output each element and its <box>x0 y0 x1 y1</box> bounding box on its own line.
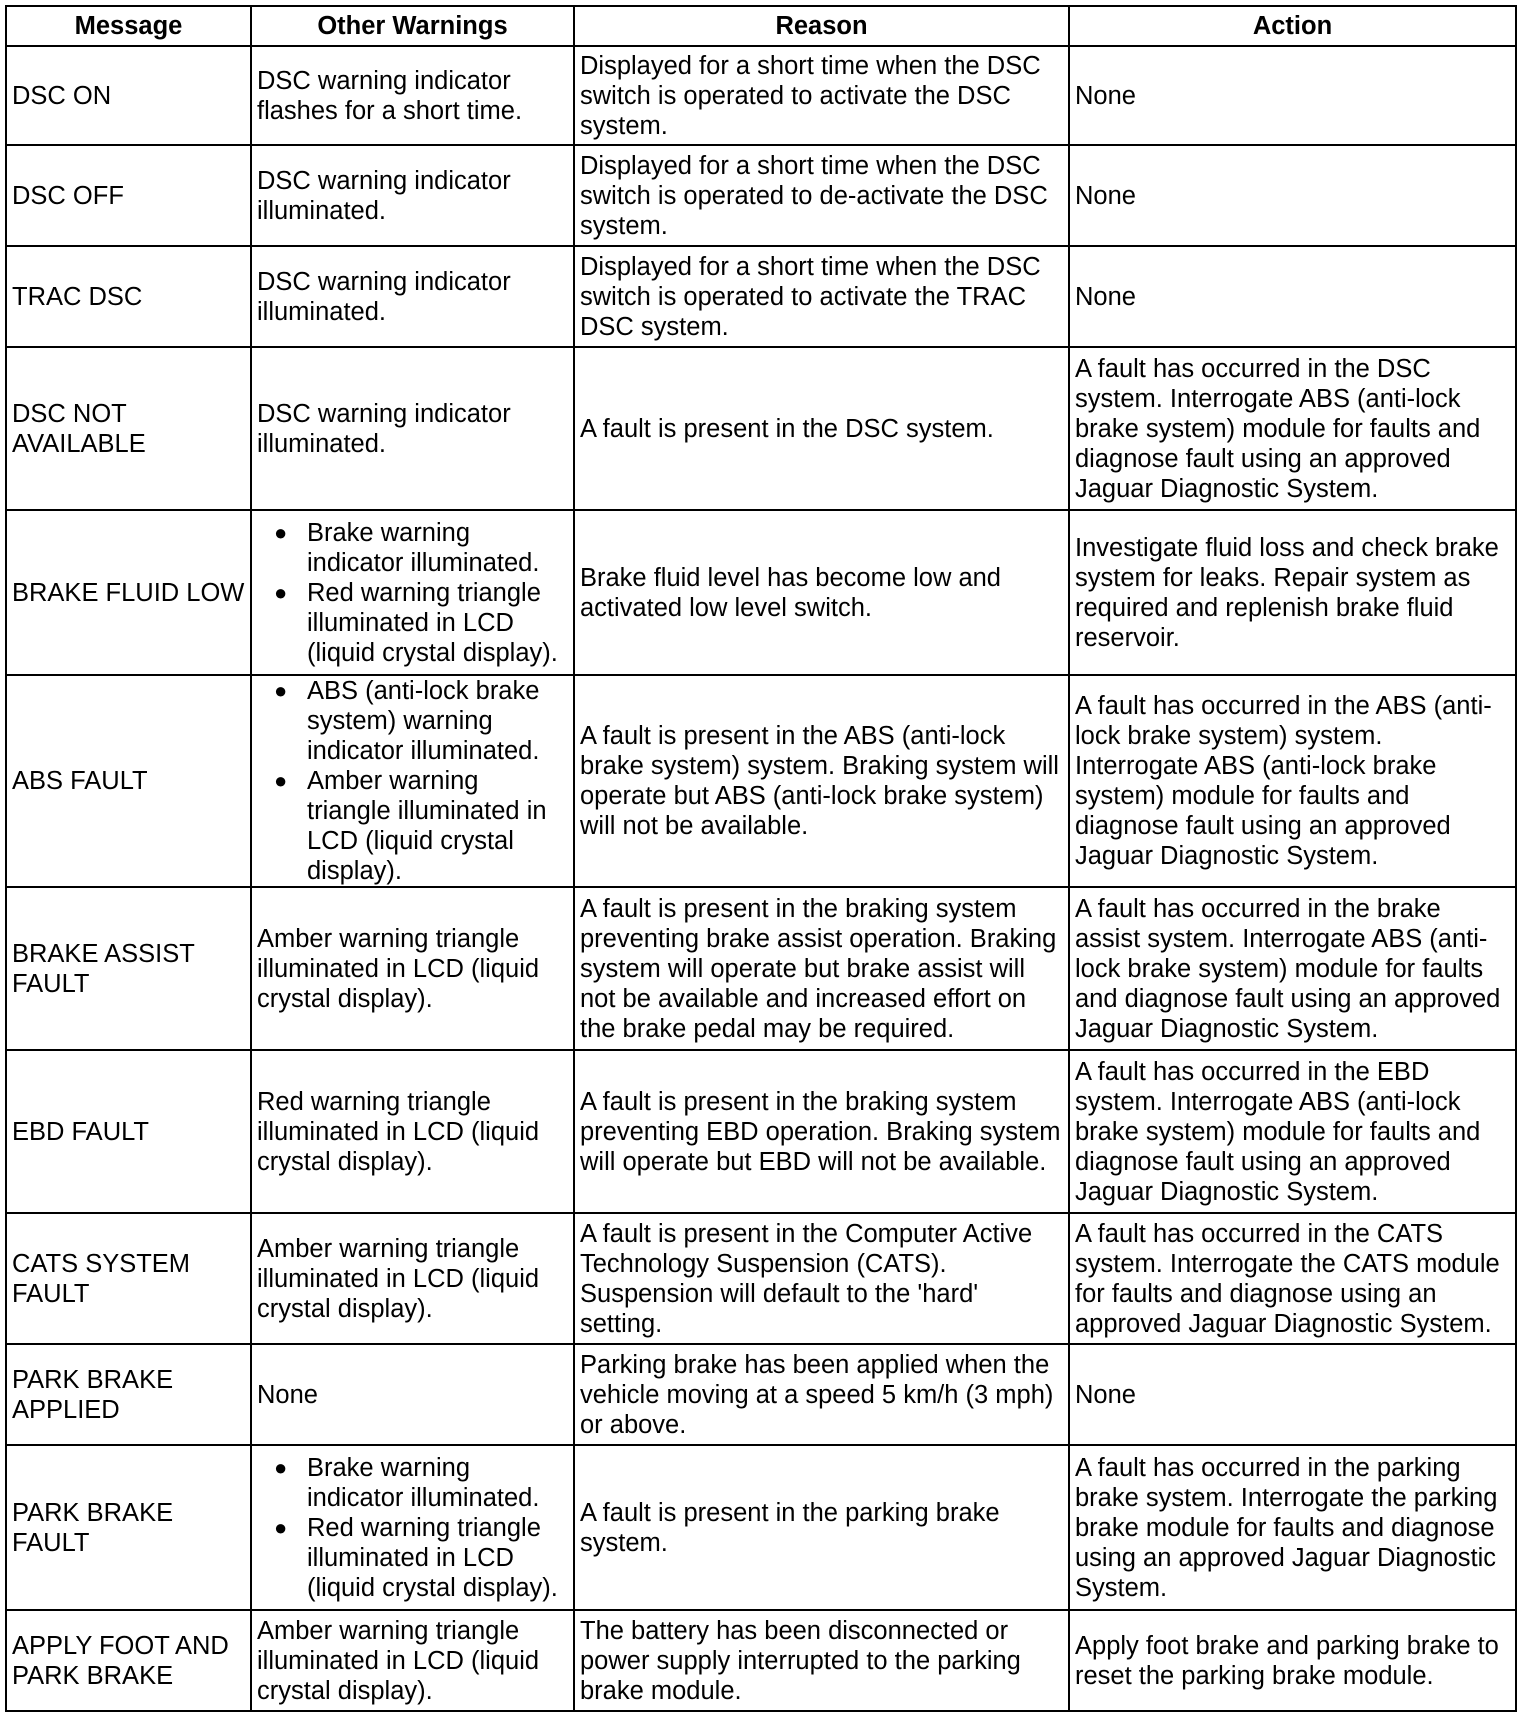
message-cell: CATS SYSTEM FAULT <box>6 1213 251 1344</box>
other-warnings-cell: Red warning triangle illuminated in LCD (liquid crystal display). <box>251 1050 574 1213</box>
action-cell: None <box>1069 145 1516 246</box>
table-row <box>6 1344 1516 1445</box>
header-row <box>6 6 1516 46</box>
other-warnings-cell: None <box>251 1344 574 1445</box>
action-cell: None <box>1069 46 1516 145</box>
message-cell: EBD FAULT <box>6 1050 251 1213</box>
warnings-bullet-list <box>257 518 568 668</box>
other-warnings-cell: DSC warning indicator illuminated. <box>251 347 574 510</box>
reason-cell: Brake fluid level has become low and activated low level switch. <box>574 510 1069 675</box>
reason-cell: Parking brake has been applied when the vehicle moving at a speed 5 km/h (3 mph) or above. <box>574 1344 1069 1445</box>
warning-bullet-item: ● ABS (anti-lock brake system) warning indicator illuminated. <box>257 676 568 766</box>
header-reason: Reason <box>574 6 1069 46</box>
warnings-bullet-list <box>257 1453 568 1603</box>
message-cell: PARK BRAKE FAULT <box>6 1445 251 1610</box>
action-cell: Investigate fluid loss and check brake system for leaks. Repair system as required and replenish brake fluid reservoir. <box>1069 510 1516 675</box>
action-cell: A fault has occurred in the ABS (anti-lock brake system) system. Interrogate ABS (anti-lock brake system) module for faults and diagnose fault using an approved Jaguar Diagnostic System. <box>1069 675 1516 887</box>
table-row <box>6 1445 1516 1610</box>
table-row <box>6 246 1516 347</box>
reason-cell: A fault is present in the braking system preventing brake assist operation. Braking system will operate but brake assist will not be available and increased effort on the brake pedal may be required. <box>574 887 1069 1050</box>
warning-bullet-item: ● Red warning triangle illuminated in LCD (liquid crystal display). <box>257 578 568 668</box>
header-action: Action <box>1069 6 1516 46</box>
other-warnings-cell <box>251 675 574 887</box>
warning-bullet-item: ● Red warning triangle illuminated in LCD (liquid crystal display). <box>257 1513 568 1603</box>
message-cell: DSC OFF <box>6 145 251 246</box>
reason-cell: Displayed for a short time when the DSC switch is operated to activate the TRAC DSC system. <box>574 246 1069 347</box>
action-cell: None <box>1069 246 1516 347</box>
message-cell: DSC NOT AVAILABLE <box>6 347 251 510</box>
table-row <box>6 675 1516 887</box>
header-message: Message <box>6 6 251 46</box>
warning-bullet-item: ● Brake warning indicator illuminated. <box>257 1453 568 1513</box>
reason-cell: The battery has been disconnected or power supply interrupted to the parking brake module. <box>574 1610 1069 1711</box>
other-warnings-cell: DSC warning indicator illuminated. <box>251 145 574 246</box>
message-cell: TRAC DSC <box>6 246 251 347</box>
header-other-warnings: Other Warnings <box>251 6 574 46</box>
table-row <box>6 1050 1516 1213</box>
action-cell: A fault has occurred in the EBD system. Interrogate ABS (anti-lock brake system) module for faults and diagnose fault using an approved Jaguar Diagnostic System. <box>1069 1050 1516 1213</box>
action-cell: Apply foot brake and parking brake to reset the parking brake module. <box>1069 1610 1516 1711</box>
table-row <box>6 145 1516 246</box>
table-row <box>6 347 1516 510</box>
other-warnings-cell: Amber warning triangle illuminated in LCD (liquid crystal display). <box>251 1610 574 1711</box>
other-warnings-cell: Amber warning triangle illuminated in LCD (liquid crystal display). <box>251 887 574 1050</box>
table-row <box>6 1610 1516 1711</box>
other-warnings-cell: DSC warning indicator flashes for a short time. <box>251 46 574 145</box>
reason-cell: Displayed for a short time when the DSC switch is operated to de-activate the DSC system. <box>574 145 1069 246</box>
warning-message-table <box>5 5 1517 1712</box>
table-row <box>6 1213 1516 1344</box>
message-cell: BRAKE ASSIST FAULT <box>6 887 251 1050</box>
table-body <box>6 46 1516 1711</box>
reason-cell: A fault is present in the DSC system. <box>574 347 1069 510</box>
message-cell: BRAKE FLUID LOW <box>6 510 251 675</box>
message-table-document <box>5 5 1515 1707</box>
table-row <box>6 510 1516 675</box>
reason-cell: A fault is present in the braking system preventing EBD operation. Braking system will operate but EBD will not be available. <box>574 1050 1069 1213</box>
action-cell: A fault has occurred in the CATS system. Interrogate the CATS module for faults and diagnose using an approved Jaguar Diagnostic System. <box>1069 1213 1516 1344</box>
other-warnings-cell: DSC warning indicator illuminated. <box>251 246 574 347</box>
action-cell: A fault has occurred in the parking brake system. Interrogate the parking brake module for faults and diagnose using an approved Jaguar Diagnostic System. <box>1069 1445 1516 1610</box>
action-cell: A fault has occurred in the brake assist system. Interrogate ABS (anti-lock brake system) module for faults and diagnose fault using an approved Jaguar Diagnostic System. <box>1069 887 1516 1050</box>
other-warnings-cell <box>251 1445 574 1610</box>
warning-bullet-item: ● Amber warning triangle illuminated in LCD (liquid crystal display). <box>257 766 568 886</box>
reason-cell: A fault is present in the Computer Active Technology Suspension (CATS). Suspension will default to the 'hard' setting. <box>574 1213 1069 1344</box>
action-cell: A fault has occurred in the DSC system. Interrogate ABS (anti-lock brake system) module for faults and diagnose fault using an approved Jaguar Diagnostic System. <box>1069 347 1516 510</box>
other-warnings-cell <box>251 510 574 675</box>
other-warnings-cell: Amber warning triangle illuminated in LCD (liquid crystal display). <box>251 1213 574 1344</box>
table-row <box>6 46 1516 145</box>
action-cell: None <box>1069 1344 1516 1445</box>
table-row <box>6 887 1516 1050</box>
message-cell: APPLY FOOT AND PARK BRAKE <box>6 1610 251 1711</box>
reason-cell: A fault is present in the ABS (anti-lock brake system) system. Braking system will operate but ABS (anti-lock brake system) will not be available. <box>574 675 1069 887</box>
warning-bullet-item: ● Brake warning indicator illuminated. <box>257 518 568 578</box>
message-cell: DSC ON <box>6 46 251 145</box>
reason-cell: Displayed for a short time when the DSC switch is operated to activate the DSC system. <box>574 46 1069 145</box>
message-cell: PARK BRAKE APPLIED <box>6 1344 251 1445</box>
message-cell: ABS FAULT <box>6 675 251 887</box>
warnings-bullet-list <box>257 676 568 886</box>
reason-cell: A fault is present in the parking brake system. <box>574 1445 1069 1610</box>
